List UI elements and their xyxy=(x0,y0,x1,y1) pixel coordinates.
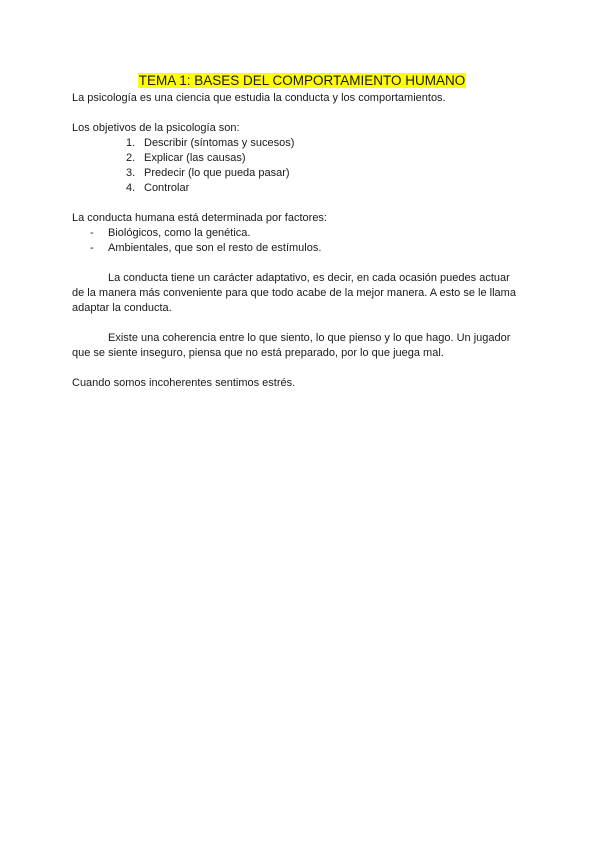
coherence-paragraph xyxy=(72,331,532,361)
list-number: 1. xyxy=(126,137,136,149)
intro-paragraph: La psicología es una ciencia que estudia la conducta y los comportamientos. xyxy=(72,92,446,104)
paragraph-line: La conducta tiene un carácter adaptativo, es decir, en cada ocasión puedes actuar xyxy=(108,272,510,284)
list-item-text: Controlar xyxy=(144,182,190,194)
factors-heading: La conducta humana está determinada por factores: xyxy=(72,212,327,224)
paragraph-line: Existe una coherencia entre lo que siento, lo que pienso y lo que hago. Un jugador xyxy=(108,332,511,344)
list-item xyxy=(72,181,532,196)
objectives-list xyxy=(72,136,532,196)
spacer xyxy=(72,361,532,376)
list-number: 4. xyxy=(126,182,136,194)
paragraph-line: que se siente inseguro, piensa que no está preparado, por lo que juega mal. xyxy=(72,347,444,359)
stress-paragraph: Cuando somos incoherentes sentimos estrés. xyxy=(72,377,296,389)
spacer xyxy=(72,316,532,331)
spacer xyxy=(72,256,532,271)
list-item-text: Explicar (las causas) xyxy=(144,152,246,164)
list-item-text: Biológicos, como la genética. xyxy=(108,227,251,239)
list-number: 2. xyxy=(126,152,136,164)
paragraph-line: adaptar la conducta. xyxy=(72,302,172,314)
spacer xyxy=(72,196,532,211)
list-number: 3. xyxy=(126,167,136,179)
list-item xyxy=(72,226,532,241)
factors-list xyxy=(72,226,532,256)
list-item xyxy=(72,241,532,256)
list-item-text: Predecir (lo que pueda pasar) xyxy=(144,167,290,179)
adaptive-paragraph xyxy=(72,271,532,316)
list-item xyxy=(72,166,532,181)
page-title: TEMA 1: BASES DEL COMPORTAMIENTO HUMANO xyxy=(138,73,466,88)
list-item-text: Describir (síntomas y sucesos) xyxy=(144,137,295,149)
list-item xyxy=(72,151,532,166)
spacer xyxy=(72,106,532,121)
list-item xyxy=(72,136,532,151)
list-bullet: - xyxy=(90,242,94,254)
document-page xyxy=(72,72,532,391)
list-bullet: - xyxy=(90,227,94,239)
objectives-heading: Los objetivos de la psicología son: xyxy=(72,122,240,134)
list-item-text: Ambientales, que son el resto de estímulos. xyxy=(108,242,322,254)
title-row xyxy=(72,72,532,89)
paragraph-line: de la manera más conveniente para que todo acabe de la mejor manera. A esto se le llama xyxy=(72,287,516,299)
